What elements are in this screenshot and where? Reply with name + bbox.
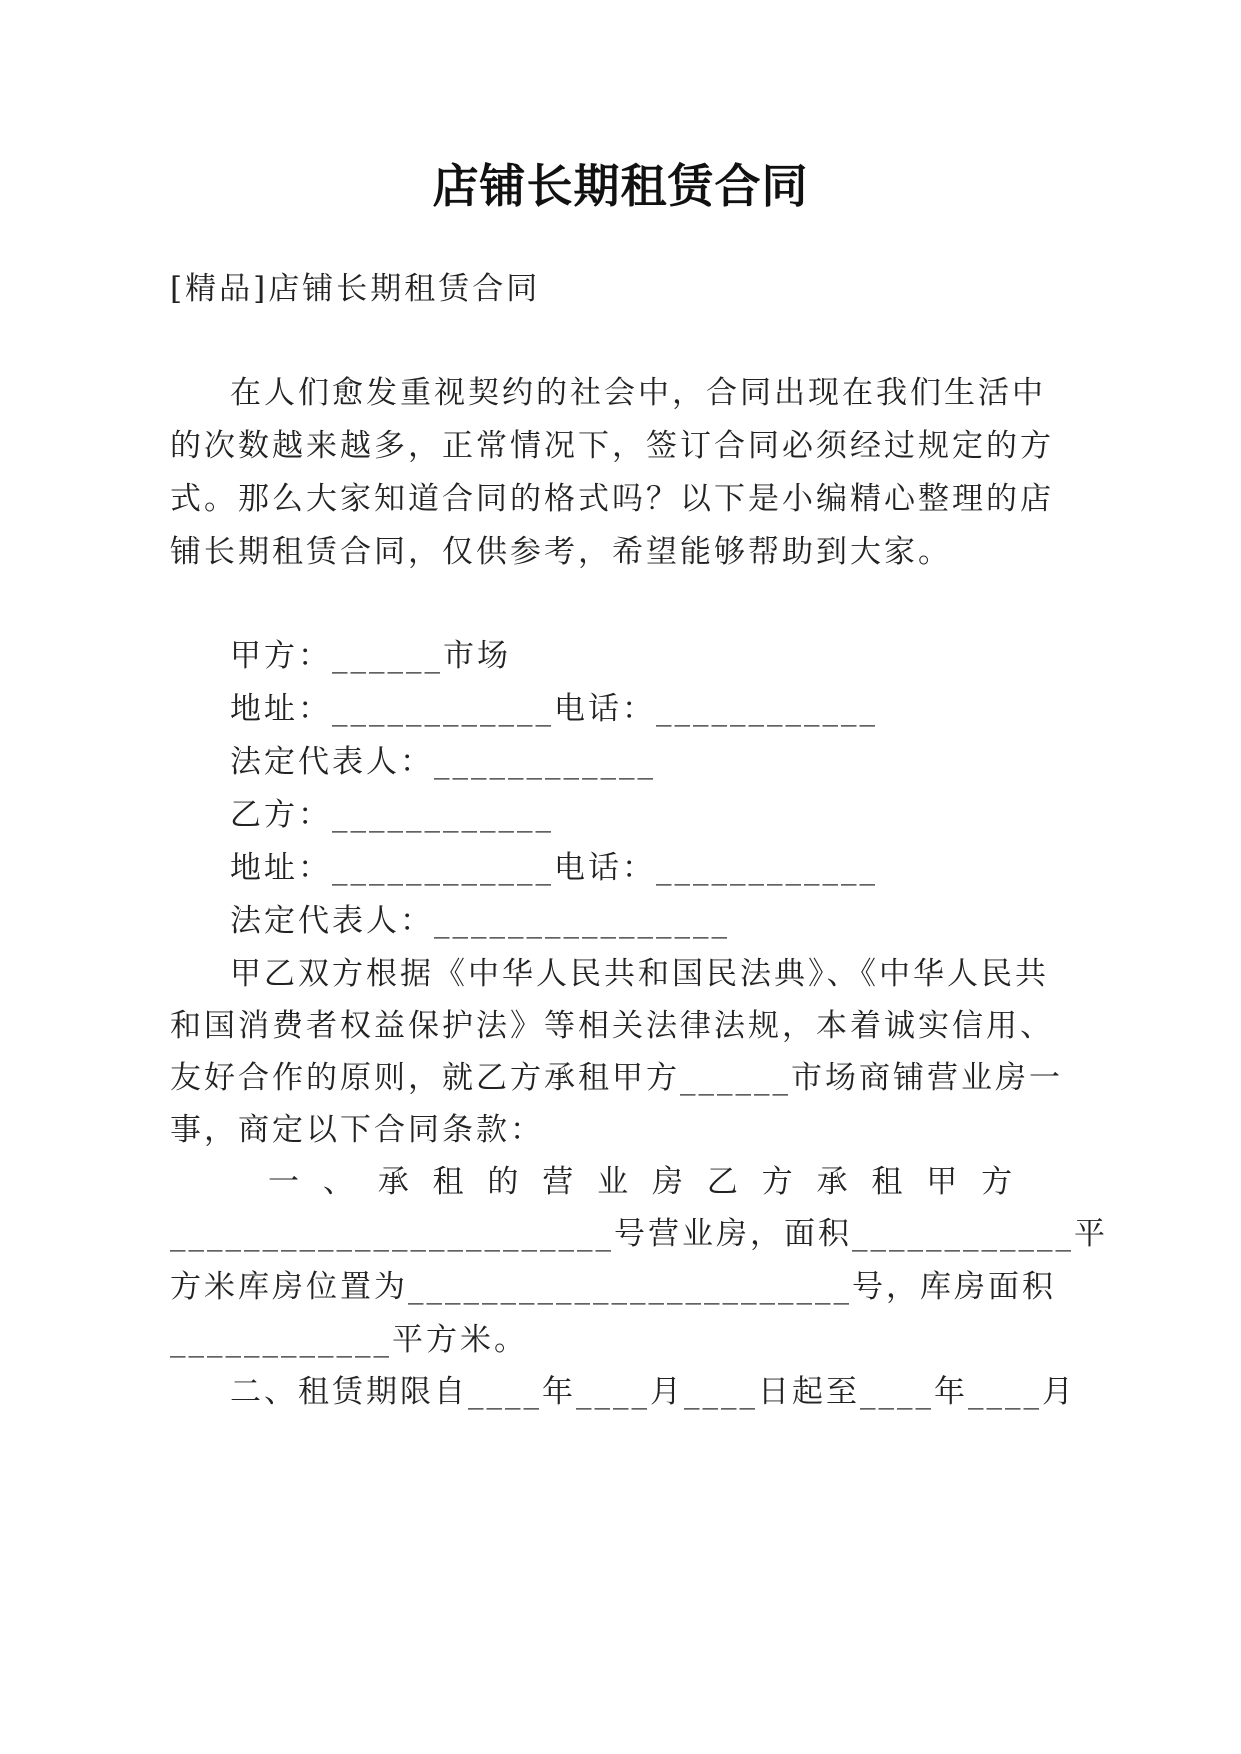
clause-1-line: 一 、 承 租 的 营 业 房 乙 方 承 租 甲 方 [268, 1164, 1016, 1200]
party-a-name-line: 甲方：______市场 [230, 638, 511, 674]
preamble-line: 和国消费者权益保护法》等相关法律法规，本着诚实信用、 [170, 1008, 1054, 1044]
clause-1-line: ____________平方米。 [170, 1322, 528, 1358]
party-b-address-line: 地址：____________电话：____________ [230, 850, 878, 886]
intro-line: 在人们愈发重视契约的社会中，合同出现在我们生活中 [230, 375, 1046, 411]
party-a-address-line: 地址：____________电话：____________ [230, 691, 878, 727]
intro-line: 铺长期租赁合同，仅供参考，希望能够帮助到大家。 [170, 534, 952, 570]
party-b-name-line: 乙方：____________ [230, 797, 554, 833]
document-subtitle: [精品]店铺长期租赁合同 [170, 271, 541, 307]
intro-line: 式。那么大家知道合同的格式吗？以下是小编精心整理的店 [170, 481, 1054, 517]
intro-line: 的次数越来越多，正常情况下，签订合同必须经过规定的方 [170, 428, 1054, 464]
clause-1-line: ________________________号营业房，面积____________平 [170, 1216, 1108, 1252]
preamble-line: 事，商定以下合同条款： [170, 1112, 544, 1148]
preamble-line: 甲乙双方根据《中华人民共和国民法典》、《中华人民共 [230, 956, 1049, 992]
preamble-line: 友好合作的原则，就乙方承租甲方______市场商铺营业房一 [170, 1060, 1063, 1096]
party-b-representative-line: 法定代表人：________________ [230, 903, 730, 939]
clause-2-line: 二、租赁期限自____年____月____日起至____年____月 [230, 1374, 1076, 1410]
clause-1-line: 方米库房位置为________________________号，库房面积 [170, 1269, 1056, 1305]
document-title: 店铺长期租赁合同 [432, 159, 809, 213]
party-a-representative-line: 法定代表人：____________ [230, 744, 656, 780]
